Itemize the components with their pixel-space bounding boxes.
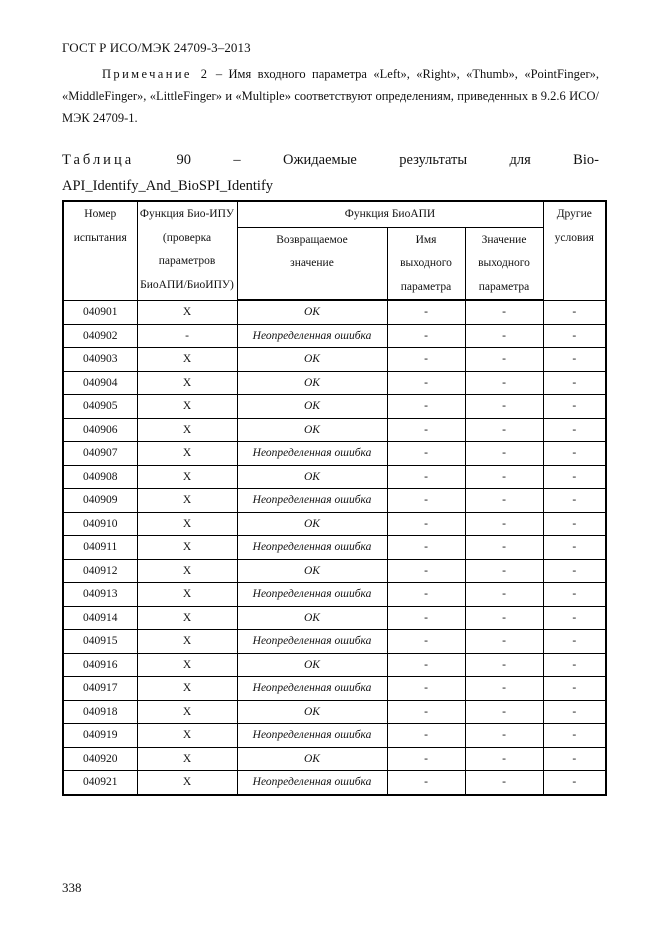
table-row — [63, 724, 606, 748]
cell-other-conditions: - — [543, 771, 606, 795]
caption-word: Таблица — [62, 152, 135, 168]
table-row — [63, 418, 606, 442]
cell-output-param-value: - — [465, 653, 543, 677]
header-other-conditions: Другие условия — [543, 201, 606, 300]
cell-return-value: Неопределенная ошибка — [237, 630, 387, 654]
document-header: ГОСТ Р ИСО/МЭК 24709-3–2013 — [62, 40, 251, 55]
cell-other-conditions: - — [543, 371, 606, 395]
cell-bsp-function: X — [137, 371, 237, 395]
cell-output-param-value: - — [465, 489, 543, 513]
cell-other-conditions: - — [543, 395, 606, 419]
cell-test-number: 040918 — [63, 700, 137, 724]
cell-return-value: Неопределенная ошибка — [237, 677, 387, 701]
cell-output-param-value: - — [465, 677, 543, 701]
cell-output-param-name: - — [387, 300, 465, 324]
cell-test-number: 040909 — [63, 489, 137, 513]
cell-test-number: 040915 — [63, 630, 137, 654]
table-row — [63, 677, 606, 701]
table-row — [63, 747, 606, 771]
table-row — [63, 653, 606, 677]
page-number: 338 — [62, 880, 82, 895]
cell-bsp-function: X — [137, 583, 237, 607]
cell-bsp-function: X — [137, 536, 237, 560]
cell-output-param-name: - — [387, 583, 465, 607]
cell-output-param-name: - — [387, 489, 465, 513]
header-api-function: Функция БиоАПИ — [237, 201, 543, 227]
table-row — [63, 300, 606, 324]
cell-other-conditions: - — [543, 747, 606, 771]
cell-test-number: 040908 — [63, 465, 137, 489]
caption-word: 90 — [176, 152, 192, 168]
table-row — [63, 630, 606, 654]
cell-test-number: 040917 — [63, 677, 137, 701]
cell-output-param-name: - — [387, 771, 465, 795]
caption-word: Ожидаемые — [283, 152, 357, 168]
cell-return-value: OK — [237, 371, 387, 395]
cell-return-value: OK — [237, 747, 387, 771]
table-row — [63, 442, 606, 466]
caption-word: результаты — [399, 152, 468, 168]
table-row — [63, 512, 606, 536]
cell-other-conditions: - — [543, 536, 606, 560]
cell-output-param-name: - — [387, 348, 465, 372]
cell-output-param-value: - — [465, 771, 543, 795]
cell-test-number: 040906 — [63, 418, 137, 442]
cell-output-param-name: - — [387, 724, 465, 748]
caption-word: Bio- — [573, 152, 599, 168]
cell-output-param-value: - — [465, 348, 543, 372]
cell-return-value: Неопределенная ошибка — [237, 442, 387, 466]
cell-test-number: 040902 — [63, 324, 137, 348]
note-text: – Имя входного параметра «Left», «Right», «Thumb», «PointFinger», «MiddleFinger», «LittleFinger» и «Multiple» соответствуют определениям, приведенных в 9.2.6 ИСО/МЭК 24709-1. — [62, 67, 599, 125]
cell-bsp-function: X — [137, 653, 237, 677]
cell-other-conditions: - — [543, 442, 606, 466]
cell-output-param-name: - — [387, 559, 465, 583]
cell-output-param-name: - — [387, 418, 465, 442]
cell-other-conditions: - — [543, 559, 606, 583]
cell-output-param-name: - — [387, 677, 465, 701]
cell-output-param-value: - — [465, 630, 543, 654]
cell-output-param-value: - — [465, 724, 543, 748]
cell-output-param-value: - — [465, 442, 543, 466]
cell-output-param-name: - — [387, 536, 465, 560]
cell-output-param-name: - — [387, 395, 465, 419]
table-row — [63, 324, 606, 348]
cell-other-conditions: - — [543, 630, 606, 654]
cell-return-value: Неопределенная ошибка — [237, 724, 387, 748]
cell-bsp-function: X — [137, 348, 237, 372]
cell-return-value: OK — [237, 653, 387, 677]
cell-bsp-function: X — [137, 630, 237, 654]
cell-output-param-name: - — [387, 465, 465, 489]
cell-output-param-value: - — [465, 606, 543, 630]
cell-return-value: OK — [237, 348, 387, 372]
cell-output-param-value: - — [465, 300, 543, 324]
caption-word: – — [233, 152, 241, 168]
cell-return-value: OK — [237, 700, 387, 724]
cell-output-param-value: - — [465, 559, 543, 583]
caption-line-1 — [62, 147, 599, 173]
cell-output-param-name: - — [387, 512, 465, 536]
cell-output-param-value: - — [465, 465, 543, 489]
cell-other-conditions: - — [543, 606, 606, 630]
cell-test-number: 040901 — [63, 300, 137, 324]
cell-return-value: Неопределенная ошибка — [237, 324, 387, 348]
header-return-value: Возвращаемое значение — [237, 227, 387, 300]
cell-output-param-name: - — [387, 630, 465, 654]
cell-output-param-name: - — [387, 747, 465, 771]
cell-return-value: Неопределенная ошибка — [237, 489, 387, 513]
cell-test-number: 040921 — [63, 771, 137, 795]
cell-other-conditions: - — [543, 512, 606, 536]
cell-bsp-function: - — [137, 324, 237, 348]
table-row — [63, 606, 606, 630]
cell-other-conditions: - — [543, 700, 606, 724]
cell-output-param-name: - — [387, 324, 465, 348]
cell-return-value: OK — [237, 418, 387, 442]
header-bsp-function: Функция Био-ИПУ (проверка параметров БиоАПИ/БиоИПУ) — [137, 201, 237, 300]
table-row — [63, 489, 606, 513]
cell-bsp-function: X — [137, 300, 237, 324]
cell-bsp-function: X — [137, 512, 237, 536]
cell-return-value: OK — [237, 300, 387, 324]
cell-return-value: Неопределенная ошибка — [237, 583, 387, 607]
cell-bsp-function: X — [137, 418, 237, 442]
cell-return-value: OK — [237, 465, 387, 489]
results-table — [62, 200, 607, 796]
caption-word: для — [509, 152, 531, 168]
cell-output-param-value: - — [465, 512, 543, 536]
cell-bsp-function: X — [137, 724, 237, 748]
cell-test-number: 040905 — [63, 395, 137, 419]
cell-other-conditions: - — [543, 583, 606, 607]
cell-output-param-value: - — [465, 418, 543, 442]
cell-output-param-name: - — [387, 700, 465, 724]
header-output-param-name: Имя выходного параметра — [387, 227, 465, 300]
cell-test-number: 040912 — [63, 559, 137, 583]
cell-bsp-function: X — [137, 771, 237, 795]
cell-test-number: 040913 — [63, 583, 137, 607]
cell-bsp-function: X — [137, 700, 237, 724]
cell-return-value: OK — [237, 559, 387, 583]
cell-output-param-value: - — [465, 395, 543, 419]
cell-return-value: OK — [237, 395, 387, 419]
cell-bsp-function: X — [137, 395, 237, 419]
cell-other-conditions: - — [543, 724, 606, 748]
cell-test-number: 040914 — [63, 606, 137, 630]
note-label: Примечание 2 — [102, 67, 210, 81]
cell-return-value: OK — [237, 606, 387, 630]
cell-test-number: 040903 — [63, 348, 137, 372]
cell-output-param-value: - — [465, 324, 543, 348]
cell-bsp-function: X — [137, 442, 237, 466]
table-row — [63, 371, 606, 395]
table-row — [63, 700, 606, 724]
cell-output-param-value: - — [465, 700, 543, 724]
cell-other-conditions: - — [543, 324, 606, 348]
cell-other-conditions: - — [543, 489, 606, 513]
cell-output-param-value: - — [465, 371, 543, 395]
cell-other-conditions: - — [543, 300, 606, 324]
caption-line-2: API_Identify_And_BioSPI_Identify — [62, 178, 274, 194]
cell-output-param-name: - — [387, 606, 465, 630]
cell-test-number: 040910 — [63, 512, 137, 536]
cell-test-number: 040907 — [63, 442, 137, 466]
cell-output-param-name: - — [387, 371, 465, 395]
cell-bsp-function: X — [137, 606, 237, 630]
table-row — [63, 583, 606, 607]
cell-bsp-function: X — [137, 559, 237, 583]
note-paragraph — [62, 63, 599, 129]
table-row — [63, 559, 606, 583]
cell-other-conditions: - — [543, 677, 606, 701]
cell-bsp-function: X — [137, 465, 237, 489]
cell-test-number: 040919 — [63, 724, 137, 748]
cell-output-param-value: - — [465, 536, 543, 560]
cell-return-value: Неопределенная ошибка — [237, 771, 387, 795]
table-row — [63, 395, 606, 419]
table-row — [63, 465, 606, 489]
cell-bsp-function: X — [137, 489, 237, 513]
cell-bsp-function: X — [137, 677, 237, 701]
cell-other-conditions: - — [543, 348, 606, 372]
cell-output-param-value: - — [465, 583, 543, 607]
table-row — [63, 771, 606, 795]
table-caption — [62, 147, 599, 199]
header-output-param-value: Значение выходного параметра — [465, 227, 543, 300]
cell-test-number: 040911 — [63, 536, 137, 560]
cell-output-param-name: - — [387, 653, 465, 677]
cell-output-param-name: - — [387, 442, 465, 466]
cell-bsp-function: X — [137, 747, 237, 771]
cell-output-param-value: - — [465, 747, 543, 771]
cell-other-conditions: - — [543, 418, 606, 442]
table-row — [63, 348, 606, 372]
cell-return-value: OK — [237, 512, 387, 536]
cell-test-number: 040904 — [63, 371, 137, 395]
header-test-number: Номер испытания — [63, 201, 137, 300]
cell-other-conditions: - — [543, 465, 606, 489]
cell-return-value: Неопределенная ошибка — [237, 536, 387, 560]
cell-test-number: 040920 — [63, 747, 137, 771]
cell-test-number: 040916 — [63, 653, 137, 677]
cell-other-conditions: - — [543, 653, 606, 677]
table-row — [63, 536, 606, 560]
